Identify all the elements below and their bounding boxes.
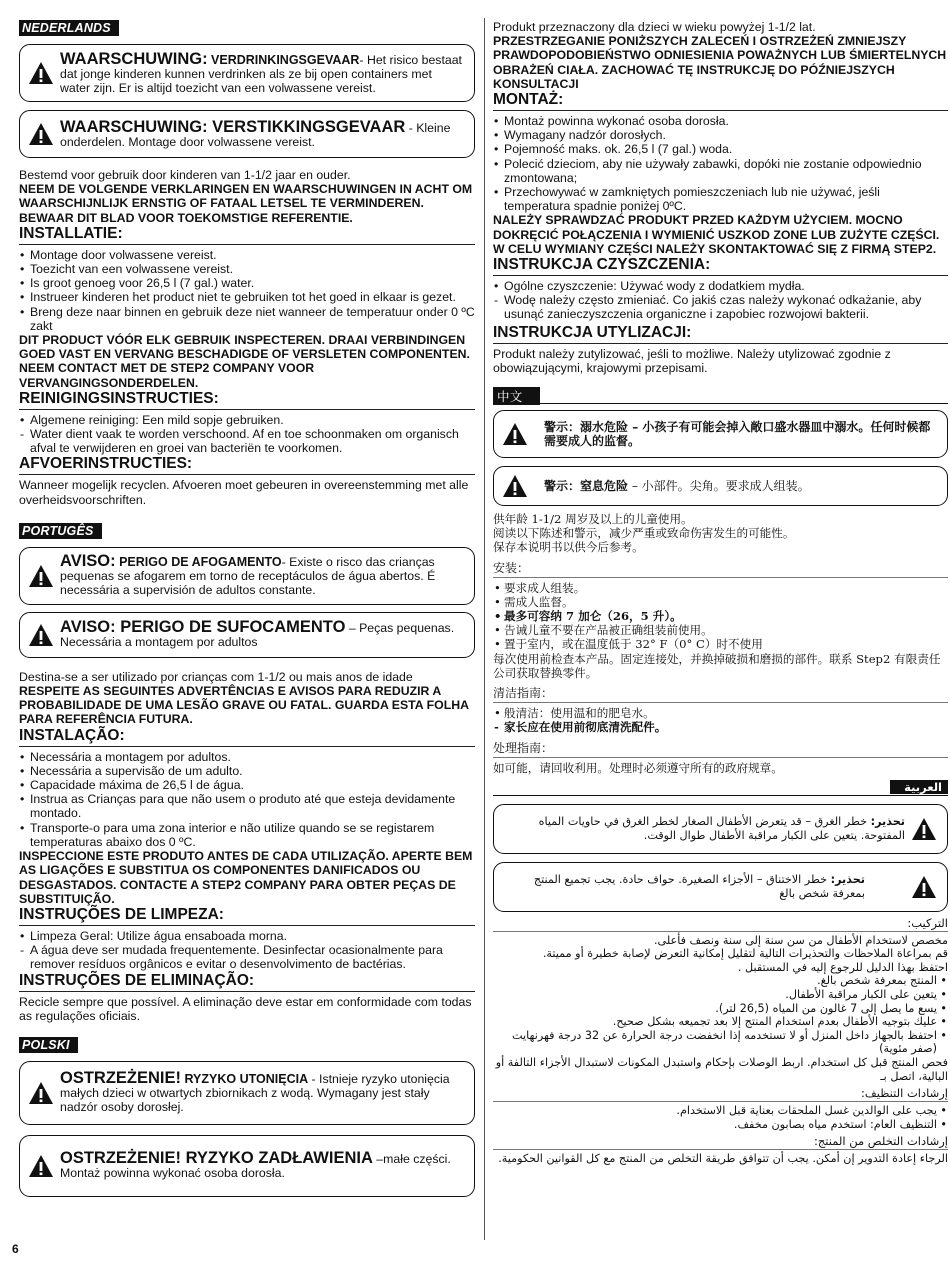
section-heading-disposal: إرشادات التخلص من المنتج:	[493, 1133, 948, 1150]
list-item: • Montaż powinna wykonać osoba dorosła.	[493, 114, 948, 128]
warning-icon	[28, 122, 54, 146]
warning-title: WAARSCHUWING:	[60, 49, 208, 68]
list-item: • Necessária a supervisão de um adulto.	[19, 764, 475, 778]
intro-text: قم بمراعاة الملاحظات والتحذيرات التالية لتقليل إمكانية التعرض لإصابة خطيرة أو مميتة.	[542, 947, 948, 961]
left-column	[19, 20, 475, 1197]
list-item: • 最多可容纳 7 加仑（26，5 升）。	[493, 609, 948, 623]
warning-text: – 小部件。尖角。要求成人组装。	[628, 478, 810, 493]
installation-list	[493, 581, 948, 652]
list-item: • 需成人监督。	[493, 595, 948, 609]
list-item: • احتفظ بالجهاز داخل المنزل أو لا تستخدمه إذا انخفضت درجة الحرارة عن 32 درجة فهرنهايت (صفر مئوية)	[493, 1029, 948, 1056]
warning-subtitle: PERIGO DE AFOGAMENTO	[115, 555, 282, 570]
cleaning-list	[19, 413, 475, 456]
language-label: 中文	[493, 387, 540, 405]
section-heading-cleaning: INSTRUKCJA CZYSZCZENIA:	[493, 256, 948, 276]
warning-title: OSTRZEŻENIE!	[60, 1069, 182, 1088]
intro-text: Produkt przeznaczony dla dzieci w wieku powyżej 1-1/2 lat.	[493, 20, 816, 34]
warning-subtitle: RYZYKO UTONIĘCIA	[181, 1072, 309, 1087]
drowning-warning-box	[19, 547, 475, 605]
warning-icon	[28, 61, 54, 85]
page-number: 6	[12, 1242, 19, 1256]
section-heading-cleaning: INSTRUÇÕES DE LIMPEZA:	[19, 906, 475, 926]
list-item: • 要求成人组装。	[493, 581, 948, 595]
installation-list	[19, 750, 475, 849]
drowning-warning-box	[493, 804, 948, 854]
warning-icon	[502, 474, 528, 498]
intro-bold-text: NEEM DE VOLGENDE VERKLARINGEN EN WAARSCHUWINGEN IN ACHT OM WAARSCHIJNLIJK ERNSTIG OF FATAAL LETSEL TE VERMINDEREN. BEWAAR DIT BLAD VOOR TOEKOMSTIGE REFERENTIE.	[19, 182, 473, 225]
choking-warning-box	[493, 862, 948, 912]
language-label: NEDERLANDS	[19, 20, 119, 36]
list-item: - Water dient vaak te worden verschoond. Af en toe schoonmaken om organisch afval te verwijderen en groei van bacteriën te voorkomen.	[19, 427, 475, 455]
list-item: • المنتج بمعرفة شخص بالغ.	[493, 974, 948, 988]
list-item: • يسع ما يصل إلى 7 غالون من المياه (26,5 لتر).	[493, 1002, 948, 1016]
warning-title: OSTRZEŻENIE! RYZYKO ZADŁAWIENIA	[60, 1149, 373, 1168]
intro-text: 保存本说明书以供今后参考。	[493, 540, 644, 555]
warning-title: WAARSCHUWING: VERSTIKKINGSGEVAAR	[60, 117, 406, 136]
warning-text: خطر الغرق – قد يتعرض الأطفال الصغار لخطر الغرق في حاويات المياه المفتوحة. يتعين على الكبار مراقبة الأطفال طوال الوقت.	[538, 815, 905, 842]
warning-text: –małe części. Montaż powinna wykonać osoba dorosła.	[60, 1152, 451, 1181]
list-item: • Wymagany nadzór dorosłych.	[493, 128, 948, 142]
column-divider	[484, 18, 485, 1240]
inspection-text: فحص المنتج قبل كل استخدام. اربط الوصلات بإحكام واستبدل المكونات لاستبدال الأجزاء التالفة أو البالية، اتصل بـ	[495, 1056, 948, 1083]
list-item: • يجب على الوالدين غسل الملحقات بعناية قبل الاستخدام.	[493, 1104, 948, 1118]
installation-list	[19, 248, 475, 333]
cleaning-list	[493, 279, 948, 322]
list-item: • Pojemność maks. ok. 26,5 l (7 gal.) woda.	[493, 142, 948, 156]
intro-text: 阅读以下陈述和警示，减少严重或致命伤害发生的可能性。	[493, 526, 795, 541]
list-item: • Przechowywać w zamkniętych pomieszczeniach lub nie używać, jeśli temperatura spadnie poniżej 0ºC.	[493, 185, 948, 213]
warning-icon	[28, 564, 54, 588]
warning-icon	[911, 875, 937, 899]
drowning-warning-box	[493, 410, 948, 458]
warning-icon	[28, 623, 54, 647]
section-heading-installation: INSTALLATIE:	[19, 225, 475, 245]
list-item: • Limpeza Geral: Utilize água ensaboada morna.	[19, 929, 475, 943]
disposal-text: 如可能，请回收利用。处理时必须遵守所有的政府规章。	[493, 760, 783, 775]
warning-text: - Het risico bestaat dat jonge kinderen kunnen verdrinken als ze bij open containers met water zijn. Er is altijd toezicht van een volwassene vereist.	[60, 52, 462, 95]
list-item: - 家长应在使用前彻底清洗配件。	[493, 720, 948, 734]
warning-title: 警示：窒息危险	[544, 478, 629, 493]
choking-warning-box	[19, 612, 475, 658]
warning-title: AVISO:	[60, 552, 116, 571]
list-item: • Polecić dzieciom, aby nie używały zabawki, dopóki nie zostanie odpowiednio zmontowana;	[493, 157, 948, 185]
choking-warning-box	[493, 466, 948, 506]
list-item: • 告诫儿童不要在产品被正确组装前使用。	[493, 623, 948, 637]
section-heading-installation: 安装：	[493, 560, 948, 578]
section-heading-disposal: 处理指南：	[493, 740, 948, 758]
list-item: • Transporte-o para uma zona interior e não utilize quando se se registarem temperaturas abaixo dos 0 ºC.	[19, 821, 475, 849]
language-header-pt	[19, 523, 475, 539]
intro-bold-text: PRZESTRZEGANIE PONIŻSZYCH ZALECEŃ I OSTRZEŻEŃ ZMNIEJSZY PRAWDOPODOBIEŃSTWO ODNIESIENIA POWAŻNYCH LUB ŚMIERTELNYCH OBRAŻEŃ CIAŁA. ZACHOWAĆ TĘ INSTRUKCJĘ DO PÓŹNIEJSZYCH KONSULTACJI	[493, 34, 947, 91]
language-label: العربية	[890, 780, 948, 794]
language-header-ar	[493, 780, 948, 796]
section-heading-disposal: INSTRUKCJA UTYLIZACJI:	[493, 324, 948, 344]
intro-text: احتفظ بهذا الدليل للرجوع إليه في المستقبل .	[737, 960, 948, 974]
list-item: • Breng deze naar binnen en gebruik deze niet wanneer de temperatuur onder 0 ºC zakt	[19, 305, 475, 333]
intro-text: Bestemd voor gebruik door kinderen van 1-1/2 jaar en ouder.	[19, 168, 351, 182]
section-heading-cleaning: إرشادات التنظيف:	[493, 1085, 948, 1102]
intro-text: Destina-se a ser utilizado por crianças com 1-1/2 ou mais anos de idade	[19, 669, 413, 684]
list-item: • 置于室内，或在温度低于 32° F（0° C）时不使用	[493, 637, 948, 651]
warning-text: - Istnieje ryzyko utonięcia małych dzieci w otwartych zbiornikach z wodą. Wymagany jest stały nadzór osoby dorosłej.	[60, 1072, 450, 1115]
list-item: • Montage door volwassene vereist.	[19, 248, 475, 262]
choking-warning-box	[19, 1135, 475, 1197]
warning-text: – 小孩子有可能会掉入敞口盛水器皿中溺水。任何时候都需要成人的监督。	[544, 419, 931, 449]
list-item: • 般清洁：使用温和的肥皂水。	[493, 706, 948, 720]
warning-icon	[28, 1081, 54, 1105]
installation-list	[493, 974, 948, 1056]
intro-bold-text: RESPEITE AS SEGUINTES ADVERTÊNCIAS E AVISOS PARA REDUZIR A PROBABILIDADE DE UMA LESÃO GRAVE OU FATAL. GUARDA ESTA FOLHA PARA REFERÊNCIA FUTURA.	[19, 684, 469, 727]
section-heading-cleaning: REINIGINGSINSTRUCTIES:	[19, 390, 475, 410]
warning-icon	[911, 817, 937, 841]
right-column	[493, 20, 948, 1166]
section-heading-disposal: AFVOERINSTRUCTIES:	[19, 455, 475, 475]
language-header-pl	[19, 1037, 475, 1053]
language-label: POLSKI	[19, 1037, 78, 1053]
list-item: • Necessária a montagem por adultos.	[19, 750, 475, 764]
drowning-warning-box	[19, 1061, 475, 1125]
inspection-bold-text: DIT PRODUCT VÓÓR ELK GEBRUIK INSPECTEREN. DRAAI VERBINDINGEN GOED VAST EN VERVANG BESCHADIGDE OF VERSLETEN COMPONENTEN. NEEM CONTACT MET DE STEP2 COMPANY VOOR VERVANGINGSONDERDELEN.	[19, 333, 470, 390]
warning-text: - Existe o risco das crianças pequenas se afogarem em torno de receptáculos de água abertos. É necessária a supervisión de adultos constante.	[60, 555, 436, 598]
warning-title: تحذير:	[830, 873, 865, 887]
list-item: • Instrua as Crianças para que não usem o produto até que esteja devidamente montado.	[19, 792, 475, 820]
cleaning-list	[493, 1104, 948, 1131]
inspection-bold-text: NALEŻY SPRAWDZAĆ PRODUKT PRZED KAŻDYM UŻYCIEM. MOCNO DOKRĘCIĆ POŁĄCZENIA I WYMIENIĆ USZKOD ZONE LUB ZUŻYTE CZĘŚCI. W CELU WYMIANY CZĘŚCI NALEŻY SKONTAKTOWAĆ SIĘ Z FIRMĄ STEP2.	[493, 213, 940, 256]
cleaning-list	[493, 706, 948, 734]
warning-text: – Peças pequenas. Necessária a montagem por adultos	[60, 621, 455, 650]
warning-icon	[28, 1154, 54, 1178]
inspection-text: 每次使用前检查本产品。固定连接处，并换掉破损和磨损的部件。联系 Step2 有限责任公司获取替换零件。	[493, 651, 941, 680]
language-header-nl	[19, 20, 475, 36]
language-label: PORTUGÊS	[19, 523, 102, 539]
language-header-zh	[493, 387, 948, 404]
list-item: • Algemene reiniging: Een mild sopje gebruiken.	[19, 413, 475, 427]
inspection-bold-text: INSPECCIONE ESTE PRODUTO ANTES DE CADA UTILIZAÇÃO. APERTE BEM AS LIGAÇÕES E SUBSTITUA OS COMPONENTES DANIFICADOS OU DESGASTADOS. CONTACTE A STEP2 COMPANY PARA OBTER PEÇAS DE SUBSTITUIÇÃO.	[19, 849, 473, 906]
warning-title: AVISO: PERIGO DE SUFOCAMENTO	[60, 618, 346, 637]
list-item: • Ogólne czyszczenie: Używać wody z dodatkiem mydła.	[493, 279, 948, 293]
intro-text: مخصص لاستخدام الأطفال من سن سنة إلى سنة ونصف فأعلى.	[653, 933, 948, 947]
warning-title: 警示：溺水危险	[544, 419, 629, 434]
list-item: - A água deve ser mudada frequentemente. Desinfectar ocasionalmente para remover resíduos orgânicos e evitar o desenvolvimento de bactérias.	[19, 943, 475, 971]
warning-subtitle: VERDRINKINGSGEVAAR	[207, 52, 360, 67]
list-item: • التنظيف العام: استخدم مياه بصابون مخفف.	[493, 1118, 948, 1132]
list-item: • عليك بتوجيه الأطفال بعدم استخدام المنتج إلا بعد تجميعه بشكل صحيح.	[493, 1015, 948, 1029]
list-item: • Is groot genoeg voor 26,5 l (7 gal.) water.	[19, 276, 475, 290]
section-heading-disposal: INSTRUÇÕES DE ELIMINAÇÃO:	[19, 972, 475, 992]
section-heading-installation: INSTALAÇÃO:	[19, 727, 475, 747]
warning-icon	[502, 422, 528, 446]
disposal-text: Recicle sempre que possível. A eliminação deve estar em conformidade com todas as regulações oficiais.	[19, 994, 472, 1023]
drowning-warning-box	[19, 44, 475, 102]
section-heading-cleaning: 清洁指南：	[493, 685, 948, 703]
list-item: • Capacidade máxima de 26,5 l de água.	[19, 778, 475, 792]
list-item: • Instrueer kinderen het product niet te gebruiken tot het goed in elkaar is gezet.	[19, 290, 475, 304]
warning-text: خطر الاختناق – الأجزاء الصغيرة. حواف حادة. يجب تجميع المنتج بمعرفة شخص بالغ	[533, 873, 865, 900]
disposal-text: Produkt należy zutylizować, jeśli to możliwe. Należy utylizować zgodnie z obowiązującymi, krajowymi przepisami.	[493, 346, 891, 375]
section-heading-installation: MONTAŻ:	[493, 91, 948, 111]
list-item: - Wodę należy często zmieniać. Co jakiś czas należy wykonać odkażanie, aby usunąć zanieczyszczenia organiczne i zapobiec rozwojowi bakterii.	[493, 293, 948, 321]
disposal-text: Wanneer mogelijk recyclen. Afvoeren moet gebeuren in overeenstemming met alle overheidsvoorschriften.	[19, 478, 469, 507]
cleaning-list	[19, 929, 475, 972]
choking-warning-box	[19, 110, 475, 158]
installation-list	[493, 114, 948, 213]
list-item: • Toezicht van een volwassene vereist.	[19, 262, 475, 276]
disposal-text: الرجاء إعادة التدوير إن أمكن. يجب أن تتوافق طريقة التخلص من المنتج مع كل القوانين الحكومية.	[498, 1152, 948, 1166]
warning-title: تحذير:	[870, 815, 905, 829]
list-item: • يتعين على الكبار مراقبة الأطفال.	[493, 988, 948, 1002]
intro-text: 供年龄 1-1/2 周岁及以上的儿童使用。	[493, 512, 693, 527]
warning-text: - Kleine onderdelen. Montage door volwassene vereist.	[60, 120, 451, 149]
section-heading-installation: التركيب:	[493, 915, 948, 932]
